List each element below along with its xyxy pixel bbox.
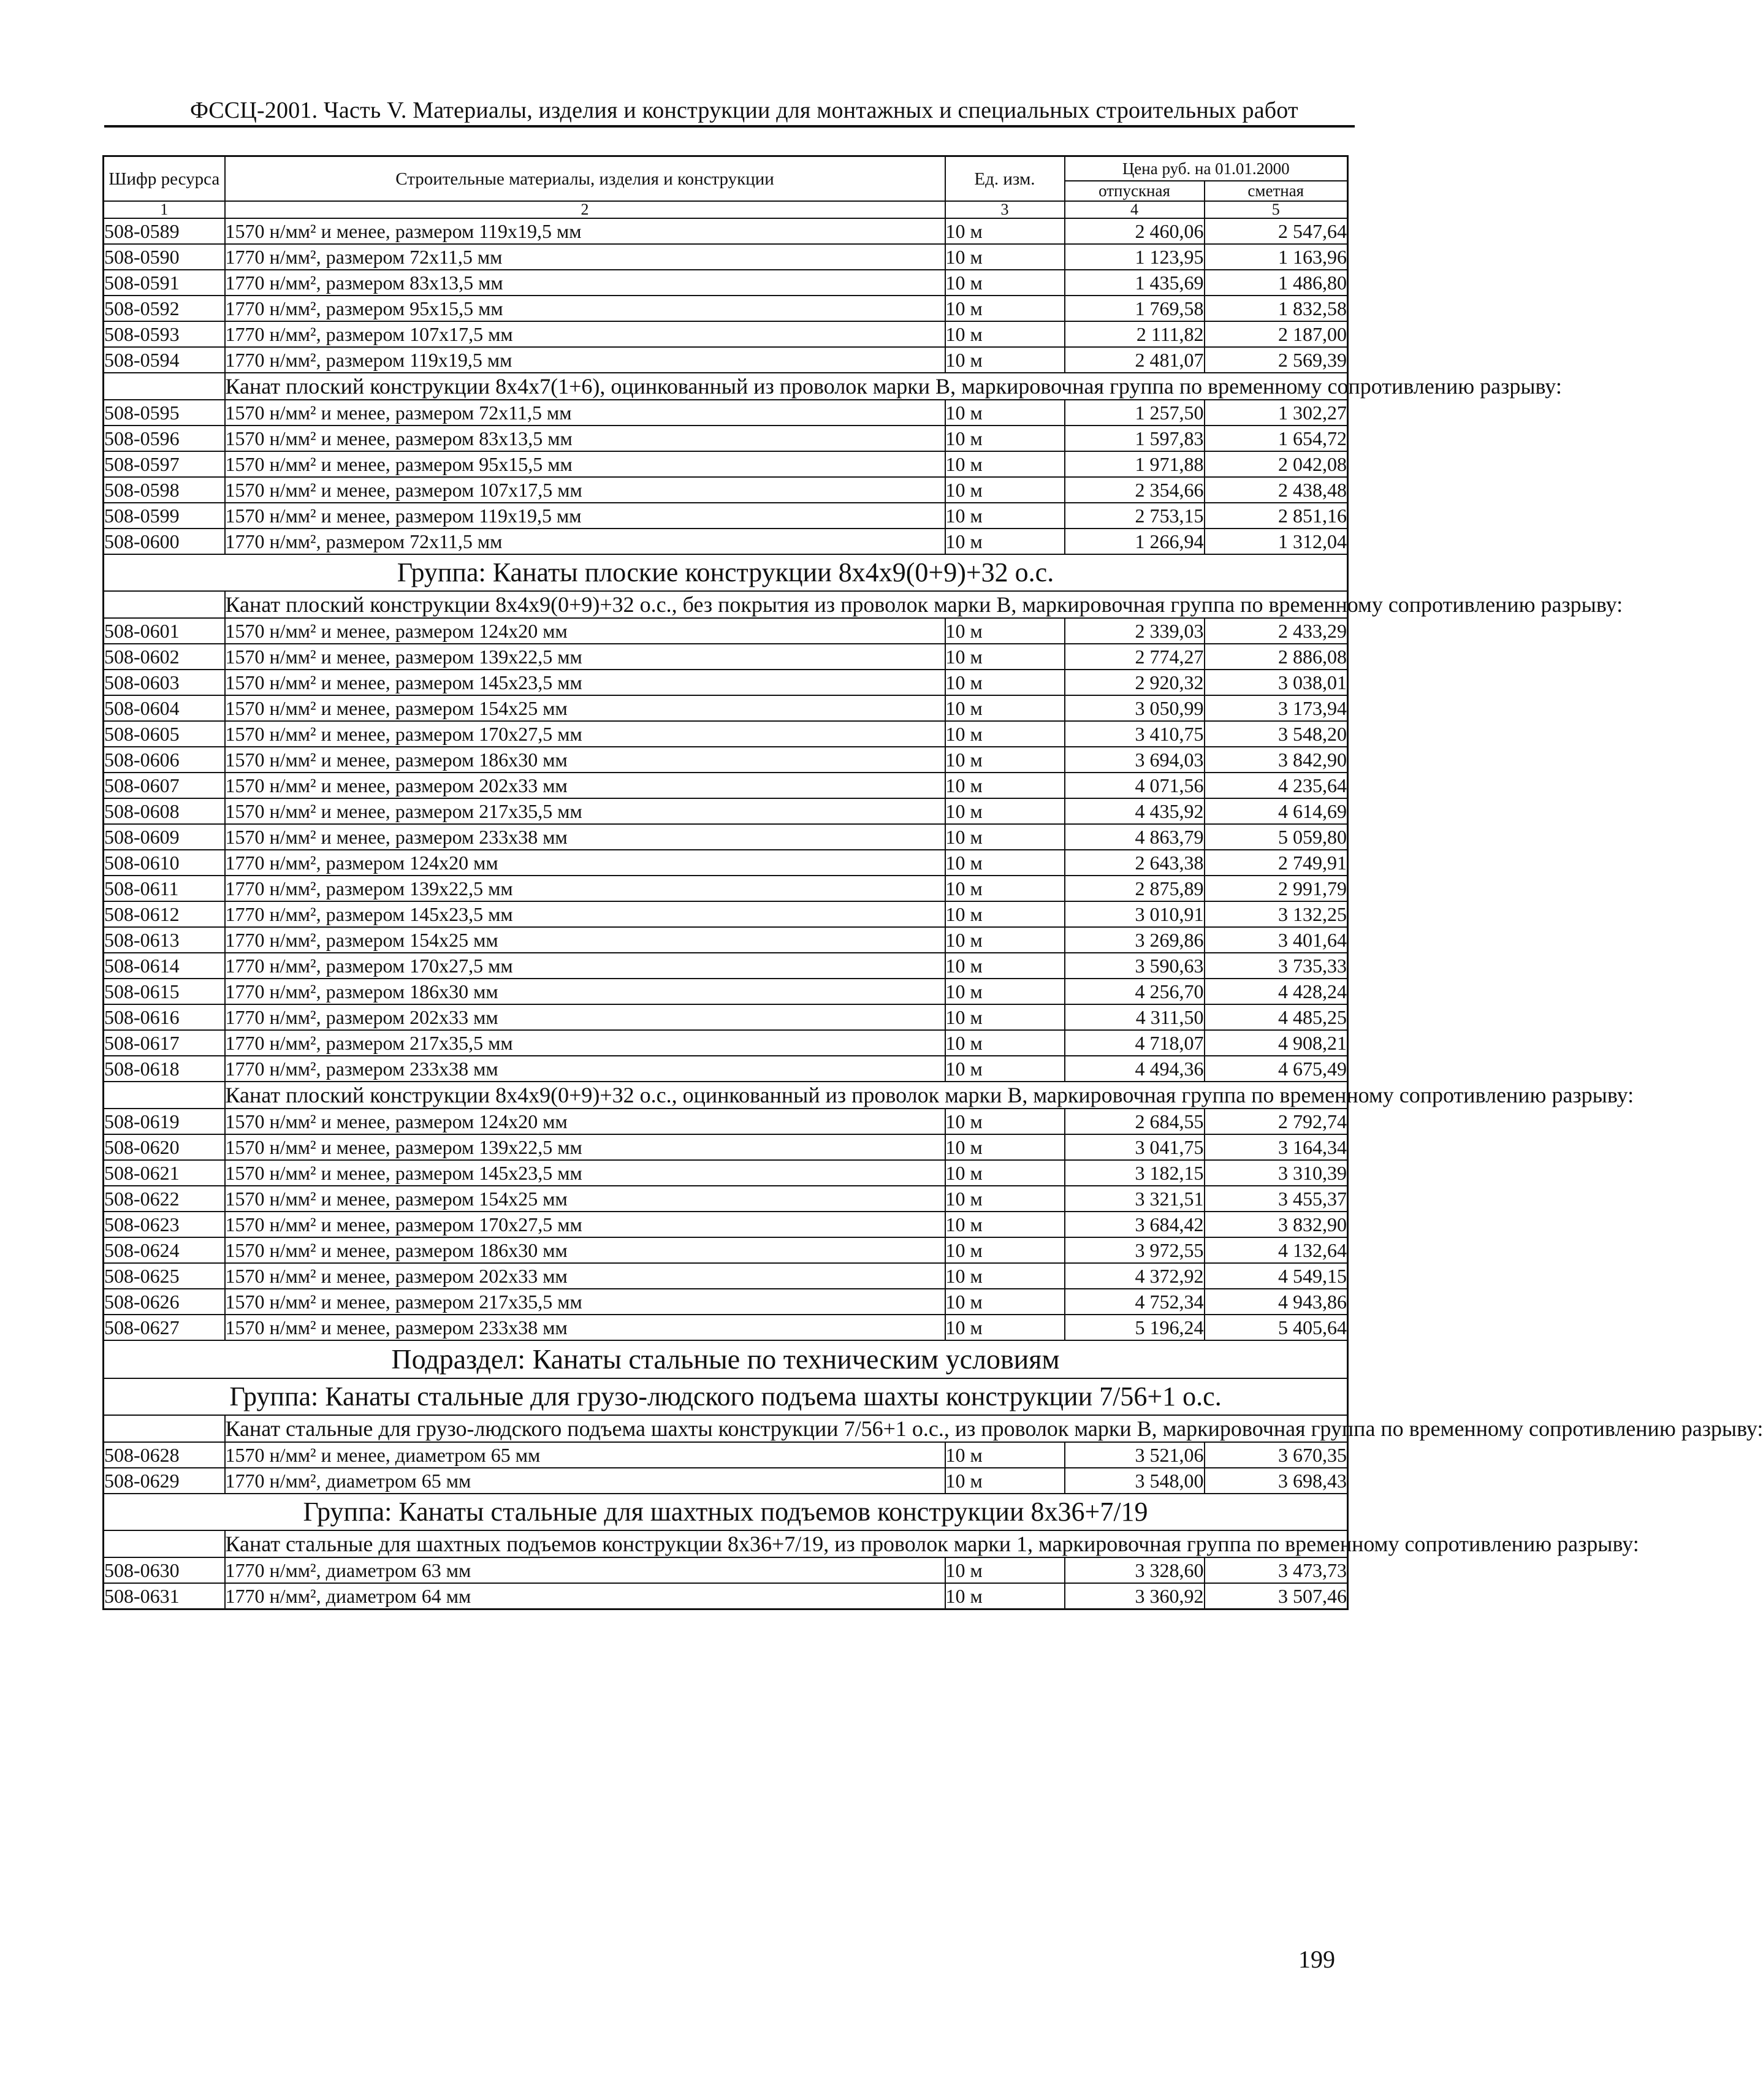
table-row xyxy=(104,1186,1348,1212)
resource-code: 508-0590 xyxy=(104,244,225,270)
material-name: 1570 н/мм² и менее, размером 154х25 мм xyxy=(225,695,945,721)
estimate-price: 3 038,01 xyxy=(1205,670,1348,695)
unit-cell: 10 м xyxy=(945,1237,1065,1263)
description-row xyxy=(104,1415,1348,1442)
empty-cell xyxy=(104,591,225,618)
release-price: 3 410,75 xyxy=(1065,721,1205,747)
release-price: 3 328,60 xyxy=(1065,1557,1205,1583)
material-name: 1770 н/мм², размером 170х27,5 мм xyxy=(225,953,945,979)
material-name: 1570 н/мм² и менее, размером 145х23,5 мм xyxy=(225,670,945,695)
unit-cell: 10 м xyxy=(945,296,1065,321)
unit-cell: 10 м xyxy=(945,400,1065,426)
release-price: 2 460,06 xyxy=(1065,218,1205,244)
table-row xyxy=(104,477,1348,503)
unit-cell: 10 м xyxy=(945,270,1065,296)
group-heading: Группа: Канаты плоские конструкции 8х4х9(0+9)+32 о.с. xyxy=(104,554,1348,591)
subsection-heading: Подраздел: Канаты стальные по техническим условиям xyxy=(104,1340,1348,1378)
estimate-price: 1 486,80 xyxy=(1205,270,1348,296)
release-price: 2 753,15 xyxy=(1065,503,1205,529)
estimate-price: 2 569,39 xyxy=(1205,347,1348,373)
table-row xyxy=(104,1134,1348,1160)
material-name: 1570 н/мм² и менее, размером 233х38 мм xyxy=(225,824,945,850)
release-price: 1 257,50 xyxy=(1065,400,1205,426)
release-price: 1 266,94 xyxy=(1065,529,1205,554)
release-price: 2 920,32 xyxy=(1065,670,1205,695)
release-price: 3 182,15 xyxy=(1065,1160,1205,1186)
estimate-price: 3 473,73 xyxy=(1205,1557,1348,1583)
column-header-unit: Ед. изм. xyxy=(945,156,1065,202)
unit-cell: 10 м xyxy=(945,218,1065,244)
unit-cell: 10 м xyxy=(945,721,1065,747)
estimate-price: 2 749,91 xyxy=(1205,850,1348,876)
group-heading-row xyxy=(104,1494,1348,1530)
material-name: 1570 н/мм² и менее, размером 202х33 мм xyxy=(225,773,945,798)
table-row xyxy=(104,721,1348,747)
unit-cell: 10 м xyxy=(945,798,1065,824)
description-row xyxy=(104,591,1348,618)
material-name: 1570 н/мм² и менее, размером 72х11,5 мм xyxy=(225,400,945,426)
release-price: 5 196,24 xyxy=(1065,1315,1205,1340)
estimate-price: 3 670,35 xyxy=(1205,1442,1348,1468)
estimate-price: 3 832,90 xyxy=(1205,1212,1348,1237)
resource-code: 508-0604 xyxy=(104,695,225,721)
unit-cell: 10 м xyxy=(945,953,1065,979)
resource-code: 508-0603 xyxy=(104,670,225,695)
table-row xyxy=(104,798,1348,824)
unit-cell: 10 м xyxy=(945,1442,1065,1468)
release-price: 4 435,92 xyxy=(1065,798,1205,824)
resource-code: 508-0589 xyxy=(104,218,225,244)
release-price: 3 972,55 xyxy=(1065,1237,1205,1263)
table-row xyxy=(104,1583,1348,1609)
header-title: ФССЦ-2001. Часть V. Материалы, изделия и конструкции для монтажных и специальных строительных работ xyxy=(190,97,1298,123)
material-name: 1570 н/мм² и менее, размером 95х15,5 мм xyxy=(225,451,945,477)
release-price: 4 311,50 xyxy=(1065,1004,1205,1030)
estimate-price: 3 548,20 xyxy=(1205,721,1348,747)
material-name: 1770 н/мм², диаметром 63 мм xyxy=(225,1557,945,1583)
table-row xyxy=(104,850,1348,876)
release-price: 4 752,34 xyxy=(1065,1289,1205,1315)
table-row xyxy=(104,927,1348,953)
release-price: 3 321,51 xyxy=(1065,1186,1205,1212)
release-price: 4 071,56 xyxy=(1065,773,1205,798)
column-number: 2 xyxy=(225,201,945,218)
release-price: 2 481,07 xyxy=(1065,347,1205,373)
resource-code: 508-0612 xyxy=(104,901,225,927)
table-row xyxy=(104,1442,1348,1468)
table-row xyxy=(104,876,1348,901)
estimate-price: 5 405,64 xyxy=(1205,1315,1348,1340)
description-text: Канат стальные для шахтных подъемов конструкции 8х36+7/19, из проволок марки 1, маркировочная группа по временному сопротивлению разрыву: xyxy=(225,1532,1639,1556)
release-price: 3 590,63 xyxy=(1065,953,1205,979)
table-row xyxy=(104,1030,1348,1056)
unit-cell: 10 м xyxy=(945,347,1065,373)
group-heading: Группа: Канаты стальные для грузо-людского подъема шахты конструкции 7/56+1 о.с. xyxy=(104,1378,1348,1415)
resource-code: 508-0592 xyxy=(104,296,225,321)
table-body xyxy=(104,218,1763,1609)
empty-cell xyxy=(104,1530,225,1557)
table-row xyxy=(104,1160,1348,1186)
estimate-price: 2 991,79 xyxy=(1205,876,1348,901)
unit-cell: 10 м xyxy=(945,979,1065,1004)
table-row xyxy=(104,773,1348,798)
unit-cell: 10 м xyxy=(945,1212,1065,1237)
unit-cell: 10 м xyxy=(945,1134,1065,1160)
material-name: 1570 н/мм² и менее, размером 170х27,5 мм xyxy=(225,1212,945,1237)
release-price: 2 339,03 xyxy=(1065,618,1205,644)
material-name: 1570 н/мм² и менее, размером 202х33 мм xyxy=(225,1263,945,1289)
unit-cell: 10 м xyxy=(945,1186,1065,1212)
column-header-name: Строительные материалы, изделия и конструкции xyxy=(225,156,945,202)
material-name: 1570 н/мм² и менее, размером 145х23,5 мм xyxy=(225,1160,945,1186)
table-row xyxy=(104,618,1348,644)
table-row xyxy=(104,1237,1348,1263)
resource-code: 508-0628 xyxy=(104,1442,225,1468)
table-row xyxy=(104,644,1348,670)
table-row xyxy=(104,426,1348,451)
resource-code: 508-0598 xyxy=(104,477,225,503)
unit-cell: 10 м xyxy=(945,901,1065,927)
release-price: 1 123,95 xyxy=(1065,244,1205,270)
material-name: 1770 н/мм², размером 139х22,5 мм xyxy=(225,876,945,901)
column-header-estimate-price: сметная xyxy=(1205,181,1348,201)
material-name: 1570 н/мм² и менее, размером 217х35,5 мм xyxy=(225,798,945,824)
release-price: 2 774,27 xyxy=(1065,644,1205,670)
release-price: 4 372,92 xyxy=(1065,1263,1205,1289)
unit-cell: 10 м xyxy=(945,850,1065,876)
description-row xyxy=(104,1082,1348,1109)
release-price: 4 863,79 xyxy=(1065,824,1205,850)
material-name: 1570 н/мм² и менее, размером 119х19,5 мм xyxy=(225,503,945,529)
estimate-price: 3 455,37 xyxy=(1205,1186,1348,1212)
resource-code: 508-0597 xyxy=(104,451,225,477)
resource-code: 508-0607 xyxy=(104,773,225,798)
resource-code: 508-0609 xyxy=(104,824,225,850)
unit-cell: 10 м xyxy=(945,644,1065,670)
table-row xyxy=(104,244,1348,270)
estimate-price: 3 164,34 xyxy=(1205,1134,1348,1160)
resource-code: 508-0595 xyxy=(104,400,225,426)
estimate-price: 2 547,64 xyxy=(1205,218,1348,244)
resource-code: 508-0621 xyxy=(104,1160,225,1186)
table-row xyxy=(104,824,1348,850)
unit-cell: 10 м xyxy=(945,1160,1065,1186)
unit-cell: 10 м xyxy=(945,451,1065,477)
unit-cell: 10 м xyxy=(945,529,1065,554)
release-price: 4 494,36 xyxy=(1065,1056,1205,1082)
table-row xyxy=(104,400,1348,426)
estimate-price: 4 549,15 xyxy=(1205,1263,1348,1289)
release-price: 1 971,88 xyxy=(1065,451,1205,477)
material-name: 1770 н/мм², размером 202х33 мм xyxy=(225,1004,945,1030)
table-row xyxy=(104,1468,1348,1494)
material-name: 1770 н/мм², размером 145х23,5 мм xyxy=(225,901,945,927)
estimate-price: 4 132,64 xyxy=(1205,1237,1348,1263)
resource-code: 508-0613 xyxy=(104,927,225,953)
table-row xyxy=(104,347,1348,373)
resource-code: 508-0614 xyxy=(104,953,225,979)
resource-code: 508-0622 xyxy=(104,1186,225,1212)
unit-cell: 10 м xyxy=(945,876,1065,901)
release-price: 3 360,92 xyxy=(1065,1583,1205,1609)
description-text: Канат стальные для грузо-людского подъема шахты конструкции 7/56+1 о.с., из проволок марки В, маркировочная группа по временному сопротивлению разрыву: xyxy=(225,1416,1763,1441)
resource-code: 508-0611 xyxy=(104,876,225,901)
group-heading-row xyxy=(104,554,1348,591)
column-number: 5 xyxy=(1205,201,1348,218)
table-row xyxy=(104,270,1348,296)
estimate-price: 4 428,24 xyxy=(1205,979,1348,1004)
release-price: 3 010,91 xyxy=(1065,901,1205,927)
resource-code: 508-0629 xyxy=(104,1468,225,1494)
unit-cell: 10 м xyxy=(945,747,1065,773)
estimate-price: 2 438,48 xyxy=(1205,477,1348,503)
resource-code: 508-0626 xyxy=(104,1289,225,1315)
release-price: 2 875,89 xyxy=(1065,876,1205,901)
unit-cell: 10 м xyxy=(945,1583,1065,1609)
table-row xyxy=(104,451,1348,477)
description-text: Канат плоский конструкции 8х4х7(1+6), оцинкованный из проволок марки В, маркировочная группа по временному сопротивлению разрыву: xyxy=(225,374,1562,399)
column-header-price: Цена руб. на 01.01.2000 xyxy=(1065,156,1348,181)
estimate-price: 2 851,16 xyxy=(1205,503,1348,529)
estimate-price: 1 302,27 xyxy=(1205,400,1348,426)
estimate-price: 4 614,69 xyxy=(1205,798,1348,824)
resource-code: 508-0599 xyxy=(104,503,225,529)
resource-code: 508-0591 xyxy=(104,270,225,296)
table-row xyxy=(104,1315,1348,1340)
unit-cell: 10 м xyxy=(945,321,1065,347)
resource-code: 508-0624 xyxy=(104,1237,225,1263)
resource-code: 508-0617 xyxy=(104,1030,225,1056)
unit-cell: 10 м xyxy=(945,1056,1065,1082)
resource-code: 508-0608 xyxy=(104,798,225,824)
material-name: 1570 н/мм² и менее, размером 186х30 мм xyxy=(225,1237,945,1263)
material-name: 1570 н/мм² и менее, размером 139х22,5 мм xyxy=(225,644,945,670)
estimate-price: 3 401,64 xyxy=(1205,927,1348,953)
material-name: 1770 н/мм², диаметром 64 мм xyxy=(225,1583,945,1609)
resource-code: 508-0630 xyxy=(104,1557,225,1583)
estimate-price: 3 173,94 xyxy=(1205,695,1348,721)
estimate-price: 2 042,08 xyxy=(1205,451,1348,477)
price-table xyxy=(102,155,1763,1610)
material-name: 1770 н/мм², размером 72х11,5 мм xyxy=(225,529,945,554)
release-price: 1 597,83 xyxy=(1065,426,1205,451)
resource-code: 508-0594 xyxy=(104,347,225,373)
column-header-release-price: отпускная xyxy=(1065,181,1205,201)
estimate-price: 3 698,43 xyxy=(1205,1468,1348,1494)
table-row xyxy=(104,979,1348,1004)
table-row xyxy=(104,1557,1348,1583)
estimate-price: 1 654,72 xyxy=(1205,426,1348,451)
unit-cell: 10 м xyxy=(945,1004,1065,1030)
table-row xyxy=(104,1263,1348,1289)
material-name: 1570 н/мм² и менее, размером 186х30 мм xyxy=(225,747,945,773)
table-row xyxy=(104,747,1348,773)
unit-cell: 10 м xyxy=(945,1557,1065,1583)
estimate-price: 3 507,46 xyxy=(1205,1583,1348,1609)
resource-code: 508-0605 xyxy=(104,721,225,747)
resource-code: 508-0610 xyxy=(104,850,225,876)
estimate-price: 4 235,64 xyxy=(1205,773,1348,798)
material-name: 1570 н/мм² и менее, размером 107х17,5 мм xyxy=(225,477,945,503)
release-price: 2 354,66 xyxy=(1065,477,1205,503)
material-name: 1570 н/мм² и менее, размером 139х22,5 мм xyxy=(225,1134,945,1160)
column-number: 3 xyxy=(945,201,1065,218)
table-row xyxy=(104,296,1348,321)
estimate-price: 5 059,80 xyxy=(1205,824,1348,850)
estimate-price: 3 735,33 xyxy=(1205,953,1348,979)
page-header xyxy=(104,78,1355,128)
table-row xyxy=(104,321,1348,347)
material-name: 1570 н/мм² и менее, размером 119х19,5 мм xyxy=(225,218,945,244)
estimate-price: 2 886,08 xyxy=(1205,644,1348,670)
estimate-price: 2 187,00 xyxy=(1205,321,1348,347)
unit-cell: 10 м xyxy=(945,670,1065,695)
estimate-price: 1 832,58 xyxy=(1205,296,1348,321)
release-price: 1 769,58 xyxy=(1065,296,1205,321)
material-name: 1570 н/мм² и менее, размером 154х25 мм xyxy=(225,1186,945,1212)
subsection-heading-row xyxy=(104,1340,1348,1378)
material-name: 1570 н/мм² и менее, размером 233х38 мм xyxy=(225,1315,945,1340)
resource-code: 508-0606 xyxy=(104,747,225,773)
release-price: 2 643,38 xyxy=(1065,850,1205,876)
unit-cell: 10 м xyxy=(945,824,1065,850)
unit-cell: 10 м xyxy=(945,695,1065,721)
material-name: 1770 н/мм², размером 83х13,5 мм xyxy=(225,270,945,296)
resource-code: 508-0620 xyxy=(104,1134,225,1160)
resource-code: 508-0623 xyxy=(104,1212,225,1237)
resource-code: 508-0602 xyxy=(104,644,225,670)
estimate-price: 4 675,49 xyxy=(1205,1056,1348,1082)
table-row xyxy=(104,503,1348,529)
table-row xyxy=(104,529,1348,554)
release-price: 3 521,06 xyxy=(1065,1442,1205,1468)
resource-code: 508-0627 xyxy=(104,1315,225,1340)
table-row xyxy=(104,1289,1348,1315)
resource-code: 508-0601 xyxy=(104,618,225,644)
release-price: 3 684,42 xyxy=(1065,1212,1205,1237)
unit-cell: 10 м xyxy=(945,618,1065,644)
unit-cell: 10 м xyxy=(945,477,1065,503)
material-name: 1770 н/мм², размером 119х19,5 мм xyxy=(225,347,945,373)
group-heading-row xyxy=(104,1378,1348,1415)
release-price: 2 684,55 xyxy=(1065,1109,1205,1134)
resource-code: 508-0600 xyxy=(104,529,225,554)
estimate-price: 2 792,74 xyxy=(1205,1109,1348,1134)
unit-cell: 10 м xyxy=(945,1468,1065,1494)
table-row xyxy=(104,670,1348,695)
table-row xyxy=(104,1212,1348,1237)
estimate-price: 1 163,96 xyxy=(1205,244,1348,270)
material-name: 1770 н/мм², размером 72х11,5 мм xyxy=(225,244,945,270)
material-name: 1770 н/мм², размером 95х15,5 мм xyxy=(225,296,945,321)
estimate-price: 3 310,39 xyxy=(1205,1160,1348,1186)
estimate-price: 4 943,86 xyxy=(1205,1289,1348,1315)
material-name: 1770 н/мм², размером 217х35,5 мм xyxy=(225,1030,945,1056)
resource-code: 508-0631 xyxy=(104,1583,225,1609)
material-name: 1570 н/мм² и менее, диаметром 65 мм xyxy=(225,1442,945,1468)
release-price: 3 694,03 xyxy=(1065,747,1205,773)
description-text: Канат плоский конструкции 8х4х9(0+9)+32 о.с., без покрытия из проволок марки В, маркировочная группа по временному сопротивлению разрыву: xyxy=(225,592,1623,617)
table-row xyxy=(104,695,1348,721)
column-number: 4 xyxy=(1065,201,1205,218)
material-name: 1570 н/мм² и менее, размером 124х20 мм xyxy=(225,1109,945,1134)
release-price: 3 548,00 xyxy=(1065,1468,1205,1494)
resource-code: 508-0625 xyxy=(104,1263,225,1289)
description-row xyxy=(104,373,1348,400)
resource-code: 508-0616 xyxy=(104,1004,225,1030)
resource-code: 508-0615 xyxy=(104,979,225,1004)
estimate-price: 1 312,04 xyxy=(1205,529,1348,554)
table-row xyxy=(104,218,1348,244)
estimate-price: 3 132,25 xyxy=(1205,901,1348,927)
unit-cell: 10 м xyxy=(945,426,1065,451)
material-name: 1770 н/мм², размером 107х17,5 мм xyxy=(225,321,945,347)
estimate-price: 2 433,29 xyxy=(1205,618,1348,644)
unit-cell: 10 м xyxy=(945,503,1065,529)
release-price: 4 256,70 xyxy=(1065,979,1205,1004)
table-row xyxy=(104,953,1348,979)
release-price: 3 050,99 xyxy=(1065,695,1205,721)
empty-cell xyxy=(104,1415,225,1442)
material-name: 1770 н/мм², диаметром 65 мм xyxy=(225,1468,945,1494)
release-price: 3 269,86 xyxy=(1065,927,1205,953)
unit-cell: 10 м xyxy=(945,927,1065,953)
estimate-price: 3 842,90 xyxy=(1205,747,1348,773)
material-name: 1770 н/мм², размером 186х30 мм xyxy=(225,979,945,1004)
unit-cell: 10 м xyxy=(945,1109,1065,1134)
material-name: 1570 н/мм² и менее, размером 170х27,5 мм xyxy=(225,721,945,747)
column-header-code: Шифр ресурса xyxy=(104,156,225,202)
resource-code: 508-0619 xyxy=(104,1109,225,1134)
empty-cell xyxy=(104,1082,225,1109)
resource-code: 508-0596 xyxy=(104,426,225,451)
group-heading: Группа: Канаты стальные для шахтных подъемов конструкции 8х36+7/19 xyxy=(104,1494,1348,1530)
resource-code: 508-0618 xyxy=(104,1056,225,1082)
page-number: 199 xyxy=(1298,1945,1335,1973)
estimate-price: 4 908,21 xyxy=(1205,1030,1348,1056)
table-row xyxy=(104,1109,1348,1134)
material-name: 1570 н/мм² и менее, размером 83х13,5 мм xyxy=(225,426,945,451)
release-price: 1 435,69 xyxy=(1065,270,1205,296)
material-name: 1570 н/мм² и менее, размером 217х35,5 мм xyxy=(225,1289,945,1315)
unit-cell: 10 м xyxy=(945,773,1065,798)
material-name: 1570 н/мм² и менее, размером 124х20 мм xyxy=(225,618,945,644)
unit-cell: 10 м xyxy=(945,1315,1065,1340)
material-name: 1770 н/мм², размером 233х38 мм xyxy=(225,1056,945,1082)
table-row xyxy=(104,901,1348,927)
material-name: 1770 н/мм², размером 154х25 мм xyxy=(225,927,945,953)
material-name: 1770 н/мм², размером 124х20 мм xyxy=(225,850,945,876)
table-row xyxy=(104,1004,1348,1030)
resource-code: 508-0593 xyxy=(104,321,225,347)
empty-cell xyxy=(104,373,225,400)
release-price: 4 718,07 xyxy=(1065,1030,1205,1056)
description-text: Канат плоский конструкции 8х4х9(0+9)+32 о.с., оцинкованный из проволок марки В, маркировочная группа по временному сопротивлению разрыву: xyxy=(225,1083,1634,1107)
column-number: 1 xyxy=(104,201,225,218)
unit-cell: 10 м xyxy=(945,1263,1065,1289)
description-row xyxy=(104,1530,1348,1557)
unit-cell: 10 м xyxy=(945,244,1065,270)
unit-cell: 10 м xyxy=(945,1289,1065,1315)
release-price: 2 111,82 xyxy=(1065,321,1205,347)
unit-cell: 10 м xyxy=(945,1030,1065,1056)
table-row xyxy=(104,1056,1348,1082)
release-price: 3 041,75 xyxy=(1065,1134,1205,1160)
estimate-price: 4 485,25 xyxy=(1205,1004,1348,1030)
